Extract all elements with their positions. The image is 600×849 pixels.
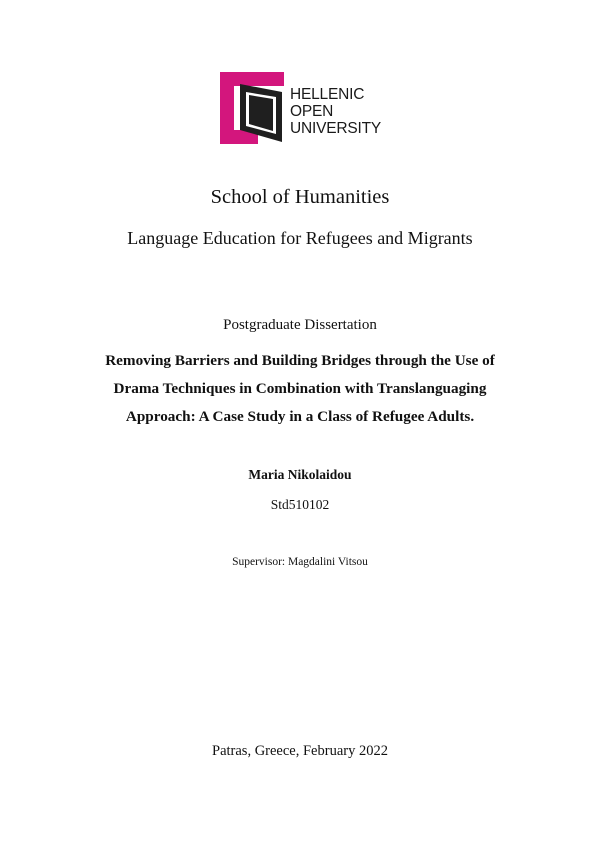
place-date: Patras, Greece, February 2022 bbox=[212, 743, 388, 759]
logo-wordmark bbox=[290, 86, 381, 137]
hou-logo-mark-icon bbox=[218, 72, 288, 144]
student-id: Std510102 bbox=[270, 497, 330, 512]
university-logo bbox=[218, 72, 388, 144]
author-name: Maria Nikolaidou bbox=[248, 467, 352, 482]
title-line-2: Drama Techniques in Combination with Translanguaging bbox=[113, 380, 487, 397]
supervisor: Supervisor: Magdalini Vitsou bbox=[232, 556, 368, 568]
dissertation-title bbox=[0, 347, 600, 431]
logo-line-1: HELLENIC bbox=[290, 86, 365, 103]
program-name: Language Education for Refugees and Migrants bbox=[127, 228, 473, 248]
title-line-3: Approach: A Case Study in a Class of Refugee Adults. bbox=[125, 408, 475, 425]
school-name: School of Humanities bbox=[210, 186, 390, 208]
logo-line-2: OPEN bbox=[290, 103, 334, 120]
logo-line-3: UNIVERSITY bbox=[290, 120, 382, 137]
title-line-1: Removing Barriers and Building Bridges through the Use of bbox=[105, 352, 495, 369]
document-type: Postgraduate Dissertation bbox=[223, 317, 377, 333]
